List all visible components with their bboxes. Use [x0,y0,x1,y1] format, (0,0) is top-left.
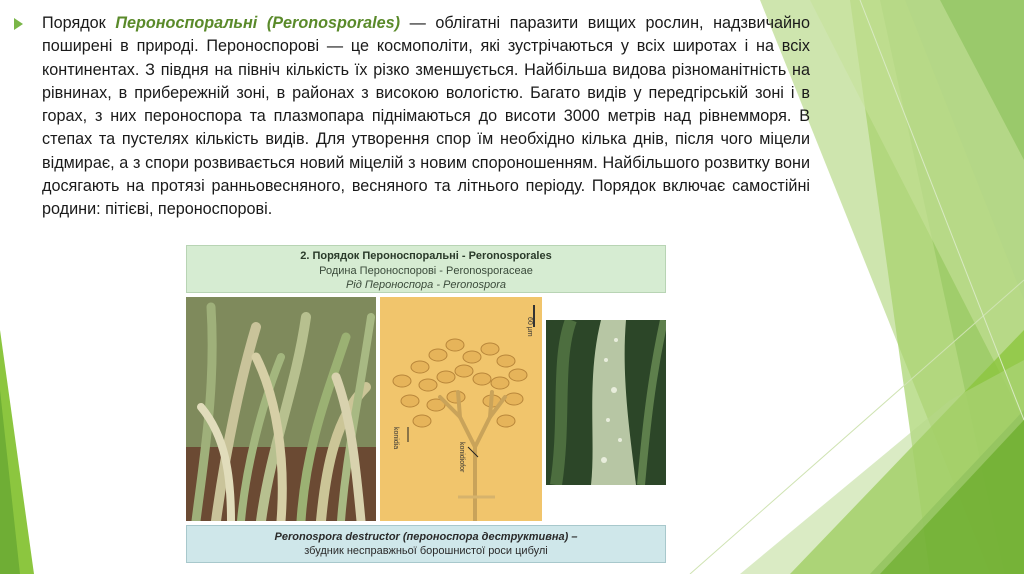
figure-header-family: Родина Пероноспорові - Peronosporaceae [319,265,533,277]
bullet-arrow-icon [14,18,23,30]
photo-infected-onion-field [186,297,376,521]
body-paragraph [42,12,810,222]
micrograph-conidiophore [380,297,542,521]
order-name: Пероноспоральні (Peronosporales) [115,14,400,32]
label-konidia: konidia [392,427,399,450]
figure-caption [186,525,666,563]
intro-text: Порядок [42,14,116,32]
left-green-strip [0,330,34,574]
body-text: — облігатні паразити вищих рослин, надзвичайно поширені в природі. Пероноспорові — це космополіти, які зустрічаються у всіх широтах і на всіх континентах. З півдня на північ кількість їх різко зменшується. Найбільша видова різноманітність на рівнинах, в прибережній зоні, в районах з високою вологістю. Багато видів у передгірській зоні і в горах, з них пероноспора та плазмопара піднімаються до висоти 3000 метрів над рівнемморя. В степах та пустелях кількість видів. Для утворення спор їм необхідно кілька днів, після чого міцели відмирає, а з спори розвивається новий міцелій з новим спороношенням. Найбільшого розвитку вони досягають на протязі ранньовесняного, весняного та літнього періоду. Порядок включає самостійні родини: пітієві, пероноспорові. [42,14,810,219]
scale-label: 60 μm [526,317,533,337]
caption-species: Peronospora destructor (пероноспора деструктивна) – [274,531,578,543]
photo-infected-leaf-closeup [546,320,666,485]
figure [186,245,666,563]
figure-header-order: 2. Порядок Пероноспоральні - Peronosporales [300,250,552,262]
label-konidiofor: konidiofor [458,442,465,473]
figure-header [186,245,666,293]
caption-description: збудник несправжньої борошнистої роси цибулі [304,545,548,557]
figure-header-genus: Рід Пероноспора - Peronospora [345,279,507,291]
